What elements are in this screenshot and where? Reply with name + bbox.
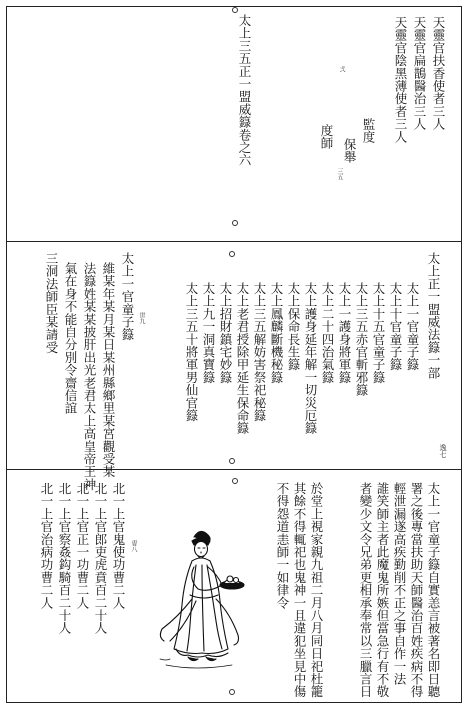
section-divider-top xyxy=(6,241,462,242)
text-line: 署之後專當扶助天師醫治百姓疾病不得 xyxy=(409,482,424,698)
text-line: 誰笑師主者此魔鬼所嫉但當急行有不敬 xyxy=(375,482,390,698)
text-line: 不得怨道恚師一如律令 xyxy=(275,482,290,609)
list-item: 太上一護身將軍籙 xyxy=(337,282,352,384)
officer-line: 北一上官郎吏虎賁百二十人 xyxy=(93,482,108,635)
officer-line: 北一上官治病功曹二人 xyxy=(39,482,54,609)
small-mark: 曺八 xyxy=(130,540,137,552)
list-heading: 太上一官童子籙 xyxy=(120,252,135,341)
petition-line: 維某年某月某日某州縣鄉里某宮觀受某 xyxy=(101,262,116,478)
section-title: 太上正一盟威法籙一部 xyxy=(426,252,441,379)
officer-line: 北一上官察姦鈎騎百二十人 xyxy=(57,482,72,635)
list-item: 太上十五官童子籙 xyxy=(371,282,386,384)
list-item: 太上老君授除甲延生保命籙 xyxy=(235,282,250,435)
small-mark: 丗九 xyxy=(138,312,145,324)
list-item: 太上護身延年解一切災厄籙 xyxy=(303,282,318,435)
petition-line: 三洞法師臣某請受 xyxy=(44,252,59,354)
deity-line: 天靈官扁鵲醫治三人 xyxy=(412,16,427,131)
binding-hole xyxy=(232,7,238,13)
binding-hole xyxy=(232,478,238,484)
officer-line: 北一上官正一功曹二人 xyxy=(75,482,90,609)
petition-line: 法籙姓某某披肝出光老君太上高皇帝王神 xyxy=(82,262,97,491)
list-item: 太上三五解妨害祭祀秘籙 xyxy=(252,282,267,422)
master-label: 度師 xyxy=(319,124,334,150)
small-mark: 弍 xyxy=(338,66,345,72)
list-item: 太上十官童子籙 xyxy=(388,282,403,371)
list-item: 太上鳳麟斷機秘籙 xyxy=(269,282,284,384)
list-item: 太上三五十將軍男仙官籙 xyxy=(184,282,199,422)
binding-hole xyxy=(229,251,235,257)
officer-line: 北一上官鬼使功曹二人 xyxy=(111,482,126,609)
immortal-figure-illustration xyxy=(152,525,248,671)
list-item: 太上招財鎮宅妙籙 xyxy=(218,282,233,384)
list-item: 太上九一洞真寶籙 xyxy=(201,282,216,384)
section-head: 太上一官童子籙自實恙言被著名即日聽 xyxy=(426,482,441,698)
page-mark: 逸七 xyxy=(439,444,447,458)
volume-title: 太上三五正一盟威籙卷之六 xyxy=(237,14,252,167)
deity-line: 天靈官陰黑薄使者三人 xyxy=(393,16,408,143)
list-item: 太上三五赤官斬邪籙 xyxy=(354,282,369,397)
binding-hole xyxy=(229,458,235,464)
binding-hole xyxy=(229,689,235,695)
petition-line: 氣在身不能自分別令齋信誼 xyxy=(63,262,78,415)
text-line: 於堂上視家親九祖二月八月同日祀杜籠 xyxy=(309,482,324,698)
supervisor-label: 監度 xyxy=(361,118,376,144)
small-mark: 三五 xyxy=(336,168,343,180)
text-line: 其餘不得輒祀也鬼神一且違犯坐見中傷 xyxy=(292,482,307,698)
text-line: 輕泄漏遂高疾勤削不正之事自作一法 xyxy=(392,482,407,686)
guarantor-label: 保舉 xyxy=(342,138,357,164)
text-line: 者變少文令兄弟更相承奉常以三臘言日 xyxy=(358,482,373,698)
section-divider-bottom xyxy=(6,469,462,470)
binding-hole xyxy=(232,220,238,226)
list-item: 太上一官童子籙 xyxy=(405,282,420,371)
list-item: 太上保命長生籙 xyxy=(286,282,301,371)
list-item: 太上二十四治氣籙 xyxy=(320,282,335,384)
deity-line: 天靈官扶香使者三人 xyxy=(431,16,446,131)
